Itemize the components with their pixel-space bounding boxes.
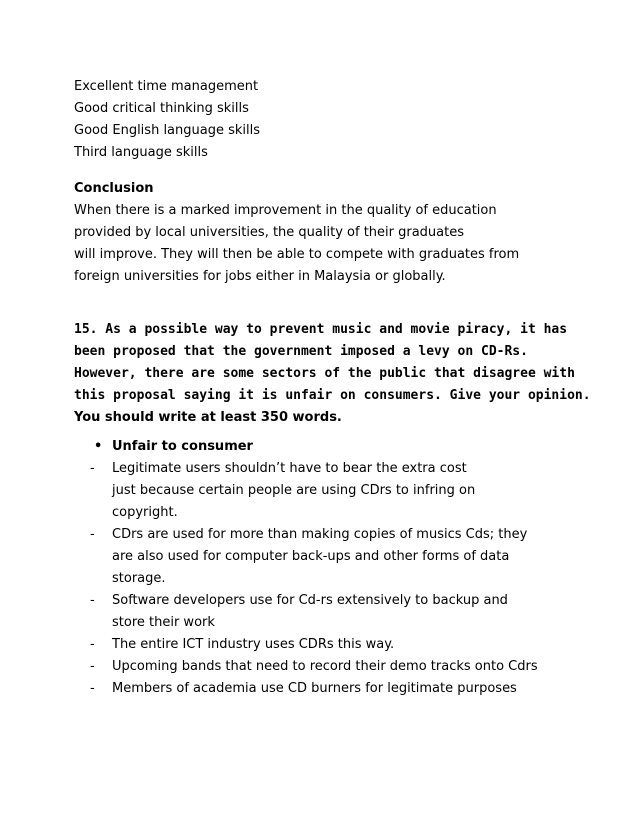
list-item-line: are also used for computer back-ups and other forms of data	[112, 549, 510, 564]
list-item-line: copyright.	[112, 505, 178, 520]
conclusion-heading: Conclusion	[74, 181, 154, 196]
skills-list	[74, 76, 260, 164]
dash-marker: -	[90, 461, 95, 476]
question-line: this proposal saying it is unfair on consumers. Give your opinion.	[74, 388, 591, 403]
bullet-heading: Unfair to consumer	[112, 439, 253, 454]
list-item	[90, 524, 538, 590]
dash-marker: -	[90, 681, 95, 696]
dash-marker: -	[90, 527, 95, 542]
list-item-line: store their work	[112, 615, 215, 630]
question-instruction: You should write at least 350 words.	[74, 410, 342, 425]
question-line: 15. As a possible way to prevent music and movie piracy, it has	[74, 322, 568, 337]
question-line: been proposed that the government imposed a levy on CD-Rs.	[74, 344, 528, 359]
conclusion-line: When there is a marked improvement in the quality of education	[74, 203, 497, 218]
skill-line: Good critical thinking skills	[74, 101, 249, 116]
conclusion-line: foreign universities for jobs either in Malaysia or globally.	[74, 269, 446, 284]
list-item	[90, 590, 538, 634]
bullet-heading-item	[90, 436, 538, 458]
skill-line: Excellent time management	[74, 79, 259, 94]
list-item-line: Members of academia use CD burners for legitimate purposes	[112, 681, 517, 696]
dash-marker: -	[90, 637, 95, 652]
conclusion-section	[74, 178, 519, 288]
list-item-line: The entire ICT industry uses CDRs this way.	[112, 637, 395, 652]
list-item-line: CDrs are used for more than making copies of musics Cds; they	[112, 527, 528, 542]
conclusion-line: will improve. They will then be able to compete with graduates from	[74, 247, 520, 262]
list-item-line: Legitimate users shouldn’t have to bear the extra cost	[112, 461, 467, 476]
points-list	[90, 436, 538, 700]
skill-line: Third language skills	[74, 145, 208, 160]
conclusion-line: provided by local universities, the quality of their graduates	[74, 225, 465, 240]
list-item	[90, 634, 538, 656]
list-item-line: Upcoming bands that need to record their demo tracks onto Cdrs	[112, 659, 538, 674]
dash-marker: -	[90, 593, 95, 608]
list-item-line: Software developers use for Cd-rs extensively to backup and	[112, 593, 508, 608]
bullet-dot-icon: •	[94, 439, 103, 454]
list-item	[90, 678, 538, 700]
list-item	[90, 458, 538, 524]
list-item-line: storage.	[112, 571, 166, 586]
list-item-line: just because certain people are using CDrs to infring on	[112, 483, 476, 498]
question-15	[74, 319, 591, 429]
list-item	[90, 656, 538, 678]
dash-marker: -	[90, 659, 95, 674]
skill-line: Good English language skills	[74, 123, 261, 138]
question-line: However, there are some sectors of the public that disagree with	[74, 366, 575, 381]
